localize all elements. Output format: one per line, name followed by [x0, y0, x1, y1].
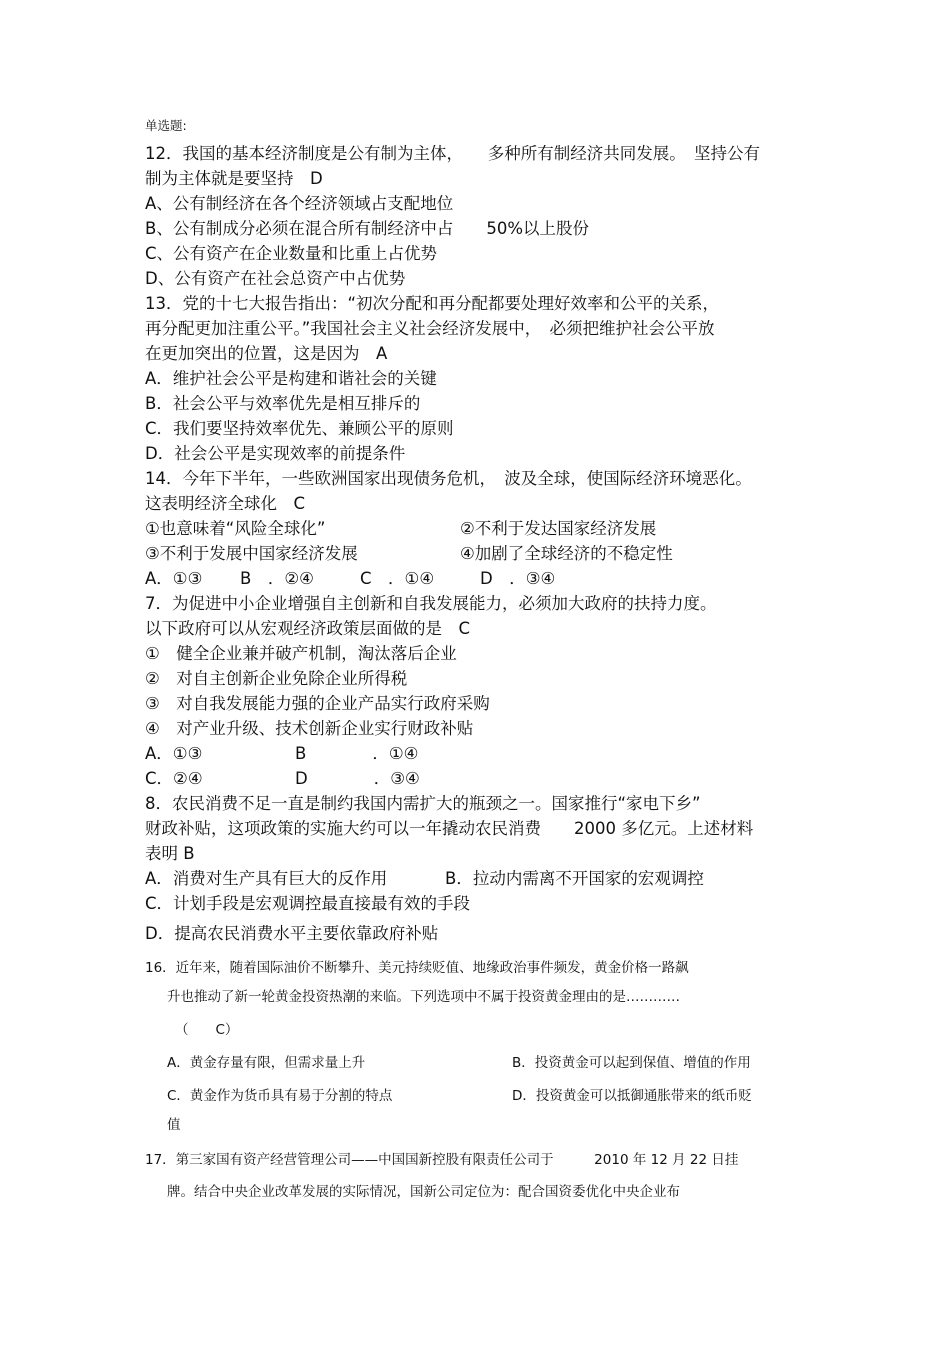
- q13-stem-line-1: 13．党的十七大报告指出：“初次分配和再分配都要处理好效率和公平的关系，: [145, 294, 720, 313]
- q13-option-b: B．社会公平与效率优先是相互排斥的: [145, 394, 421, 413]
- q13-stem-line-3: 在更加突出的位置，这是因为 A: [145, 344, 388, 363]
- q16-option-b: B．投资黄金可以起到保值、增值的作用: [512, 1055, 751, 1071]
- q14-option-c: C ．①④: [360, 569, 435, 588]
- q14-item-3: ③不利于发展中国家经济发展: [145, 544, 358, 563]
- q12-stem-line-1: 12．我国的基本经济制度是公有制为主体， 多种所有制经济共同发展。 坚持公有: [145, 144, 760, 163]
- q8-stem-line-3: 表明 B: [145, 844, 195, 863]
- q7-item-3: ③ 对自我发展能力强的企业产品实行政府采购: [145, 694, 490, 713]
- q7-item-2: ② 对自主创新企业免除企业所得税: [145, 669, 408, 688]
- q13-option-c: C．我们要坚持效率优先、兼顾公平的原则: [145, 419, 454, 438]
- q8-stem-line-2: 财政补贴，这项政策的实施大约可以一年撬动农民消费 2000 多亿元。上述材料: [145, 819, 754, 838]
- q16-stem-line-1: 16．近年来，随着国际油价不断攀升、美元持续贬值、地缘政治事件频发，黄金价格一路飙: [145, 960, 689, 976]
- q14-item-2: ②不利于发达国家经济发展: [460, 519, 657, 538]
- q14-item-4: ④加剧了全球经济的不稳定性: [460, 544, 673, 563]
- q14-option-a: A．①③: [145, 569, 203, 588]
- q16-stem-line-2: 升也推动了新一轮黄金投资热潮的来临。下列选项中不属于投资黄金理由的是…………: [167, 989, 680, 1005]
- q7-item-1: ① 健全企业兼并破产机制，淘汰落后企业: [145, 644, 457, 663]
- q14-stem-line-2: 这表明经济全球化 C: [145, 494, 306, 513]
- q7-stem-line-1: 7．为促进中小企业增强自主创新和自我发展能力，必须加大政府的扶持力度。: [145, 594, 717, 613]
- q8-stem-line-1: 8．农民消费不足一直是制约我国内需扩大的瓶颈之一。国家推行“家电下乡”: [145, 794, 701, 813]
- q16-answer: （ C）: [175, 1022, 239, 1038]
- q14-option-b: B ．②④: [240, 569, 314, 588]
- q13-option-a: A．维护社会公平是构建和谐社会的关键: [145, 369, 437, 388]
- q13-stem-line-2: 再分配更加注重公平。”我国社会主义社会经济发展中， 必须把维护社会公平放: [145, 319, 715, 338]
- q14-item-1: ①也意味着“风险全球化”: [145, 519, 326, 538]
- q7-stem-line-2: 以下政府可以从宏观经济政策层面做的是 C: [145, 619, 471, 638]
- q8-option-c: C．计划手段是宏观调控最直接最有效的手段: [145, 894, 471, 913]
- q17-stem-line-1: 17．第三家国有资产经营管理公司——中国国新控股有限责任公司于 2010 年 12 月 22 日挂: [145, 1152, 739, 1168]
- q8-option-d: D．提高农民消费水平主要依靠政府补贴: [145, 924, 439, 943]
- q17-stem-line-2: 牌。结合中央企业改革发展的实际情况，国新公司定位为：配合国资委优化中央企业布: [167, 1184, 680, 1200]
- q8-option-a: A．消费对生产具有巨大的反作用: [145, 869, 388, 888]
- q14-stem-line-1: 14．今年下半年，一些欧洲国家出现债务危机， 波及全球，使国际经济环境恶化。: [145, 469, 752, 488]
- q16-option-c: C．黄金作为货币具有易于分割的特点: [167, 1088, 393, 1104]
- q12-option-a: A、公有制经济在各个经济领域占支配地位: [145, 194, 454, 213]
- q16-option-d-cont: 值: [167, 1117, 181, 1133]
- q7-option-d: D ．③④: [295, 769, 420, 788]
- section-title: 单选题:: [145, 118, 187, 133]
- q12-option-c: C、公有资产在企业数量和比重上占优势: [145, 244, 438, 263]
- q12-stem-line-2: 制为主体就是要坚持 D: [145, 169, 323, 188]
- q8-option-b: B．拉动内需离不开国家的宏观调控: [445, 869, 704, 888]
- q7-option-a: A．①③: [145, 744, 203, 763]
- q12-option-b: B、公有制成分必须在混合所有制经济中占 50%以上股份: [145, 219, 589, 238]
- q13-option-d: D．社会公平是实现效率的前提条件: [145, 444, 406, 463]
- q12-option-d: D、公有资产在社会总资产中占优势: [145, 269, 406, 288]
- q7-option-c: C．②④: [145, 769, 203, 788]
- q14-option-d: D ．③④: [480, 569, 556, 588]
- q7-option-b: B ．①④: [295, 744, 419, 763]
- q16-option-a: A．黄金存量有限，但需求量上升: [167, 1055, 366, 1071]
- q7-item-4: ④ 对产业升级、技术创新企业实行财政补贴: [145, 719, 474, 738]
- q16-option-d: D．投资黄金可以抵御通胀带来的纸币贬: [512, 1088, 752, 1104]
